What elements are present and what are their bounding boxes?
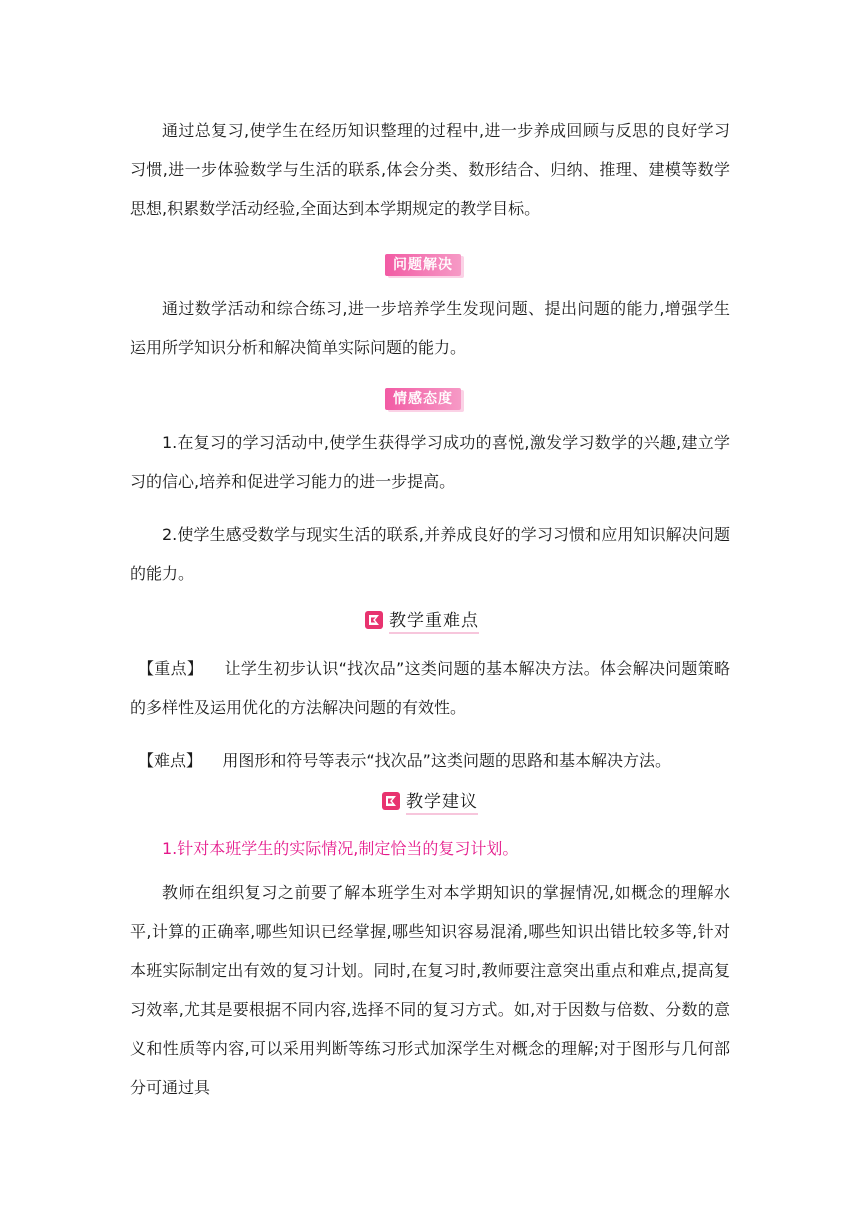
review-summary-paragraph: 通过总复习,使学生在经历知识整理的过程中,进一步养成回顾与反思的良好学习习惯,进一步体验数学与生活的联系,体会分类、数形结合、归纳、推理、建模等数学思想,积累数学活动经验,全面达到本学期规定的教学目标。 [130, 121, 730, 218]
attitude-item-2: 2.使学生感受数学与现实生活的联系,并养成良好的学习习惯和应用知识解决问题的能力。 [130, 525, 730, 583]
attitude-tag: 情感态度 [385, 388, 461, 410]
key-point-paragraph [130, 649, 730, 727]
suggestions-title: 教学建议 [406, 787, 478, 815]
difficulty-paragraph [130, 741, 730, 780]
suggestions-heading [382, 788, 478, 814]
difficulty-label: 【难点】 [138, 751, 203, 770]
suggestion-1-title: 1.针对本班学生的实际情况,制定恰当的复习计划。 [162, 839, 519, 858]
section-flag-icon [382, 792, 400, 810]
key-points-title: 教学重难点 [389, 606, 479, 634]
key-point-label: 【重点】 [138, 659, 204, 678]
problem-solving-tag: 问题解决 [385, 254, 461, 276]
attitude-item-1: 1.在复习的学习活动中,使学生获得学习成功的喜悦,激发学习数学的兴趣,建立学习的信心,培养和促进学习能力的进一步提高。 [130, 433, 730, 491]
problem-solving-paragraph: 通过数学活动和综合练习,进一步培养学生发现问题、提出问题的能力,增强学生运用所学知识分析和解决简单实际问题的能力。 [130, 299, 730, 357]
key-points-heading [365, 607, 479, 633]
suggestion-1-body: 教师在组织复习之前要了解本班学生对本学期知识的掌握情况,如概念的理解水平,计算的正确率,哪些知识已经掌握,哪些知识容易混淆,哪些知识出错比较多等,针对本班实际制定出有效的复习计划。同时,在复习时,教师要注意突出重点和难点,提高复习效率,尤其是要根据不同内容,选择不同的复习方式。如,对于因数与倍数、分数的意义和性质等内容,可以采用判断等练习形式加深学生对概念的理解;对于图形与几何部分可通过具 [130, 883, 730, 1097]
difficulty-text: 用图形和符号等表示“找次品”这类问题的思路和基本解决方法。 [222, 751, 671, 770]
key-point-text: 让学生初步认识“找次品”这类问题的基本解决方法。体会解决问题策略的多样性及运用优化的方法解决问题的有效性。 [130, 659, 730, 717]
section-flag-icon [365, 611, 383, 629]
